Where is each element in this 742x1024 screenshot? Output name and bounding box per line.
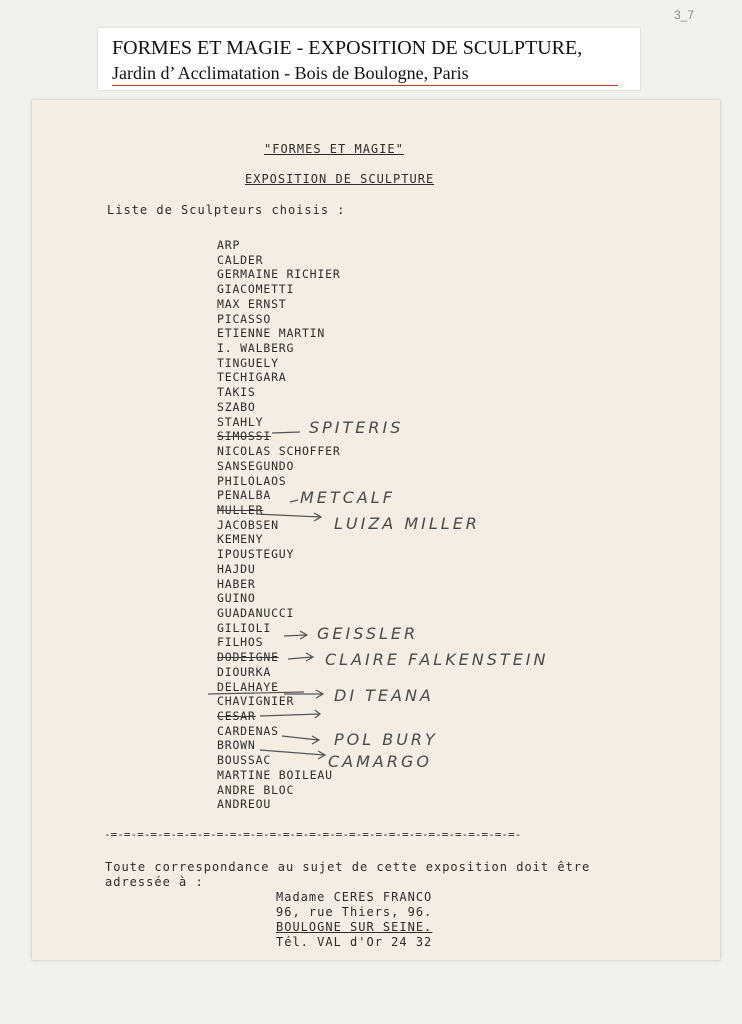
sculptor-item: SZABO	[217, 399, 256, 414]
sculptor-item: ANDREOU	[217, 797, 272, 812]
handwritten-name: SPITERIS	[309, 418, 404, 437]
sculptor-item: PENALBA	[217, 488, 272, 503]
arrow-metcalf	[290, 500, 298, 502]
sculptor-item: GERMAINE RICHIER	[217, 267, 341, 282]
document-subtitle: EXPOSITION DE SCULPTURE	[245, 172, 435, 186]
typed-document	[32, 100, 720, 960]
sculptor-item: PHILOLAOS	[217, 473, 287, 488]
sculptor-item: CALDER	[217, 252, 264, 267]
sculptor-item: CARDENAS	[217, 723, 279, 738]
sculptor-item: KEMENY	[217, 532, 264, 547]
sculptor-item: ANDRE BLOC	[217, 782, 295, 797]
catalog-label	[98, 28, 640, 90]
sculptor-item: GUINO	[217, 591, 256, 606]
sculptor-item: GIACOMETTI	[217, 282, 295, 297]
label-underline	[112, 85, 618, 86]
sculptor-item: IPOUSTEGUY	[217, 547, 295, 562]
sculptor-item: PICASSO	[217, 311, 272, 326]
arrow-camargo	[260, 750, 325, 759]
sculptor-item: SANSEGUNDO	[217, 458, 295, 473]
sculptor-item: TAKIS	[217, 385, 256, 400]
sculptor-item: BROWN	[217, 738, 256, 753]
reference-number: 3_7	[674, 8, 695, 22]
handwritten-name: METCALF	[300, 488, 395, 507]
sculptor-item: DIOURKA	[217, 664, 272, 679]
arrow-polbury	[282, 736, 319, 744]
address-name: Madame CERES FRANCO	[276, 890, 433, 904]
sculptor-item: BOUSSAC	[217, 753, 272, 768]
sculptor-item: TECHIGARA	[217, 370, 287, 385]
sculptor-item: ARP	[217, 238, 241, 252]
correspondence-text-2: adressée à :	[105, 875, 204, 889]
label-title: FORMES ET MAGIE - EXPOSITION DE SCULPTURE,	[112, 37, 583, 59]
sculptor-item: TINGUELY	[217, 355, 279, 370]
correspondence-text: Toute correspondance au sujet de cette exposition doit être	[105, 860, 591, 874]
sculptor-item: MULLER	[217, 502, 264, 517]
sculptor-item: I. WALBERG	[217, 341, 295, 356]
arrow-cesar	[260, 710, 320, 718]
arrow-spiteris	[272, 432, 300, 433]
sculptor-item: CHAVIGNIER	[217, 694, 295, 709]
sculptor-item: JACOBSEN	[217, 517, 279, 532]
handwritten-name: CAMARGO	[328, 752, 432, 771]
handwritten-name: GEISSLER	[317, 624, 419, 643]
handwritten-name: LUIZA MILLER	[334, 514, 480, 533]
sculptor-item: FILHOS	[217, 635, 264, 650]
sculptor-item: DELAHAYE	[217, 679, 279, 694]
contact-address	[276, 890, 432, 950]
arrow-falkenstein	[288, 653, 313, 661]
address-phone: Tél. VAL d'Or 24 32	[276, 935, 433, 949]
sculptor-item: ETIENNE MARTIN	[217, 326, 326, 341]
sculptor-item: CESAR	[217, 709, 256, 723]
document-title: "FORMES ET MAGIE"	[264, 142, 404, 156]
sculptor-item: HABER	[217, 576, 256, 591]
label-location: Jardin d’ Acclimatation - Bois de Boulogne, Paris	[112, 63, 469, 83]
list-intro: Liste de Sculpteurs choisis :	[107, 203, 346, 217]
arrow-geissler	[284, 631, 307, 639]
handwritten-name: CLAIRE FALKENSTEIN	[325, 650, 549, 669]
arrow-miller	[256, 513, 321, 521]
address-city: BOULOGNE SUR SEINE.	[276, 920, 433, 934]
separator-line: -=-=-=-=-=-=-=-=-=-=-=-=-=-=-=-=-=-=-=-=-=-=-=-=-=-=-=-=-=-=-=-	[104, 828, 522, 841]
sculptor-item: MARTINE BOILEAU	[217, 767, 333, 782]
sculptor-item: GILIOLI	[217, 620, 272, 635]
address-street: 96, rue Thiers, 96.	[276, 905, 433, 919]
sculptor-item: DODEIGNE	[217, 650, 279, 665]
sculptor-item: MAX ERNST	[217, 296, 287, 311]
sculptor-item: NICOLAS SCHOFFER	[217, 444, 341, 459]
sculptor-item: GUADANUCCI	[217, 605, 295, 620]
handwritten-name: POL BURY	[334, 730, 438, 749]
handwritten-name: DI TEANA	[334, 686, 434, 705]
arrow-diteana	[284, 690, 323, 698]
sculptor-item: HAJDU	[217, 561, 256, 576]
sculptor-item: STAHLY	[217, 414, 264, 429]
sculptor-item: SIMOSSI	[217, 429, 272, 444]
